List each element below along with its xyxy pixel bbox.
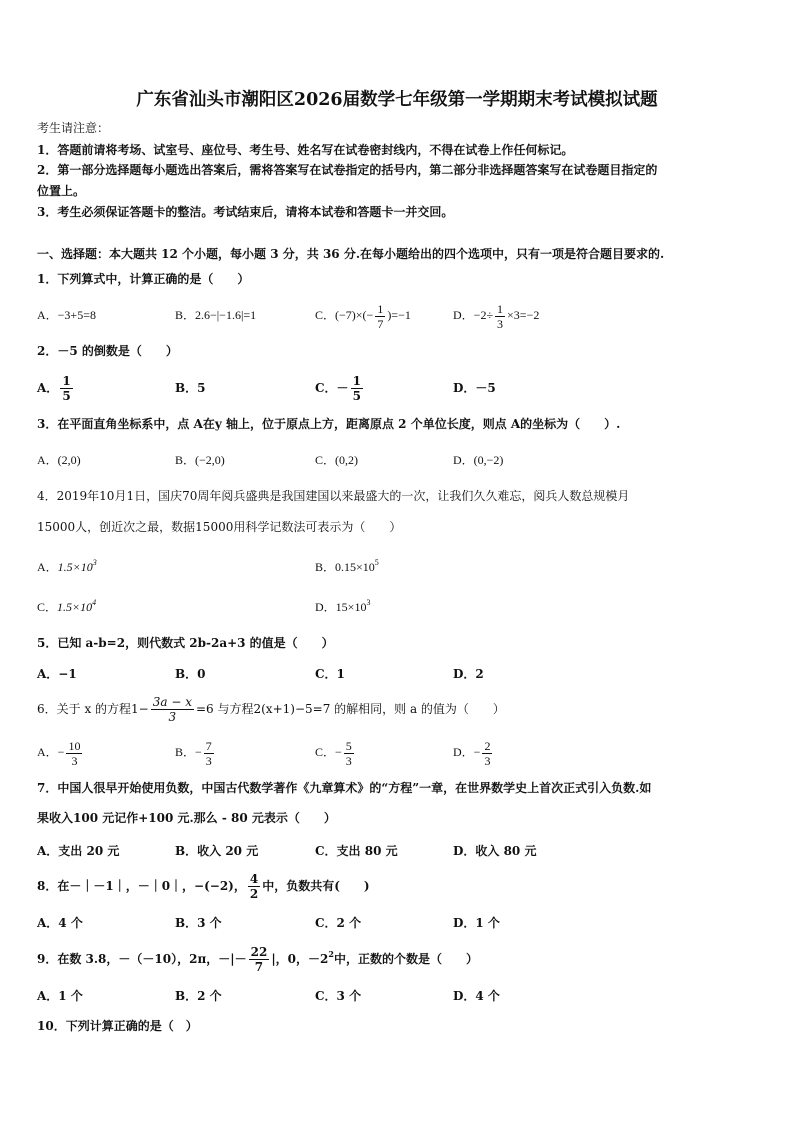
numerator: 1 <box>497 301 504 316</box>
question-2-option-c <box>315 370 365 406</box>
numerator: 1 <box>352 374 361 388</box>
option-expression: 2.6−|−1.6|=1 <box>195 308 257 322</box>
option-label: B． <box>315 560 336 574</box>
notice-item-1: 1．答题前请将考场、试室号、座位号、考生号、姓名写在试卷密封线内，不得在试卷上作任何标记。 <box>37 143 574 157</box>
question-9-option-c: C．3 个 <box>315 989 362 1003</box>
question-4-option-c <box>37 599 96 615</box>
question-7-option-d: D．收入 80 元 <box>453 844 537 858</box>
notice-item-3: 3．考生必须保证答题卡的整洁。考试结束后，请将本试卷和答题卡一并交回。 <box>37 205 454 219</box>
question-9-option-d: D．4 个 <box>453 989 500 1003</box>
option-label: B． <box>175 308 196 322</box>
question-6-option-b <box>175 734 216 770</box>
question-5-option-c: C．1 <box>315 667 345 681</box>
option-label: A． <box>37 560 58 574</box>
fraction <box>495 302 505 331</box>
expression-base: 1.5×10 <box>57 600 93 614</box>
question-8-option-a: A．4 个 <box>37 916 83 930</box>
stem-text: 6．关于 x 的方程1− <box>37 702 149 716</box>
exponent: 4 <box>92 598 97 607</box>
option-label: D． <box>453 308 474 322</box>
denominator: 3 <box>497 316 504 331</box>
question-6-option-c <box>315 734 356 770</box>
question-4-option-a <box>37 559 97 575</box>
question-8-stem <box>37 868 370 904</box>
question-4-stem-line-1: 4．2019年10月1日，国庆70周年阅兵盛典是我国建国以来最盛大的一次，让我们久久难忘，阅兵人数总规模月 <box>37 489 630 503</box>
notice-item-2-cont: 位置上。 <box>37 184 86 198</box>
stem-text: |，0，－2 <box>271 952 329 966</box>
stem-text: 中，正数的个数是（ ） <box>333 952 478 966</box>
fraction <box>66 739 82 768</box>
denominator: 3 <box>205 753 212 768</box>
denominator: 3 <box>484 753 491 768</box>
question-2-option-a <box>37 370 75 406</box>
notice-item-2: 2．第一部分选择题每小题选出答案后，需将答案写在试卷指定的括号内，第二部分非选择题答案写在试卷题目指定的 <box>37 163 658 177</box>
question-7-option-c: C．支出 80 元 <box>315 844 398 858</box>
denominator: 7 <box>377 316 384 331</box>
option-label: A． <box>37 381 59 395</box>
stem-text: 中，负数共有( ) <box>262 879 370 893</box>
numerator: 3a − x <box>152 695 192 709</box>
fraction <box>60 374 72 403</box>
question-7-stem-line-2: 果收入100 元记作+100 元.那么 - 80 元表示（ ） <box>37 811 336 825</box>
numerator: 10 <box>68 738 81 753</box>
question-8-option-d: D．1 个 <box>453 916 500 930</box>
denominator: 2 <box>249 887 259 901</box>
question-3-stem: 3．在平面直角坐标系中，点 A在y 轴上，位于原点上方，距离原点 2 个单位长度，则点 A的坐标为（ ）. <box>37 417 621 431</box>
fraction <box>249 945 270 974</box>
question-9-option-b: B．2 个 <box>175 989 222 1003</box>
question-9-stem <box>37 941 478 977</box>
exponent: 3 <box>366 598 371 607</box>
section-heading: 一、选择题：本大题共 12 个小题，每小题 3 分，共 36 分.在每小题给出的四个选项中，只有一项是符合题目要求的. <box>37 247 665 261</box>
denominator: 3 <box>168 710 177 724</box>
question-7-stem-line-1: 7．中国人很早开始使用负数，中国古代数学著作《九章算术》的“方程”一章，在世界数学史上首次正式引入负数.如 <box>37 781 652 795</box>
question-5-option-a: A．−1 <box>37 667 77 681</box>
numerator: 5 <box>345 738 352 753</box>
expression-base: 15×10 <box>335 600 367 614</box>
denominator: 3 <box>345 753 352 768</box>
question-2-stem: 2．－5 的倒数是（ ） <box>37 344 178 358</box>
fraction <box>151 695 194 724</box>
question-3-option-a: A．(2,0) <box>37 453 81 467</box>
question-7-option-b: B．收入 20 元 <box>175 844 259 858</box>
page-title: 广东省汕头市潮阳区2026届数学七年级第一学期期末考试模拟试题 <box>136 90 658 110</box>
question-3-option-d: D．(0,−2) <box>453 453 504 467</box>
question-5-option-b: B．0 <box>175 667 206 681</box>
option-label: B．− <box>175 745 202 759</box>
numerator: 1 <box>377 301 384 316</box>
question-6-option-d <box>453 734 494 770</box>
question-1-option-d <box>453 297 539 333</box>
question-4-stem-line-2: 15000人，创近次之最，数据15000用科学记数法可表示为（ ） <box>37 520 402 534</box>
question-5-stem: 5．已知 a-b=2，则代数式 2b-2a+3 的值是（ ） <box>37 636 334 650</box>
option-label: A．− <box>37 745 65 759</box>
stem-text: 9．在数 3.8，－（－10），2π，－|－ <box>37 952 247 966</box>
question-4-option-b <box>315 559 379 575</box>
option-label: C． <box>37 600 58 614</box>
exponent: 2 <box>328 949 334 959</box>
denominator: 3 <box>71 753 78 768</box>
expression-base: 0.15×10 <box>335 560 375 574</box>
question-1-option-a: A．−3+5=8 <box>37 308 96 322</box>
option-label: C．− <box>315 745 342 759</box>
notice-heading: 考生请注意： <box>37 121 110 135</box>
question-2-option-b: B．5 <box>175 381 206 395</box>
question-8-option-b: B．3 个 <box>175 916 222 930</box>
expression-base: 1.5×10 <box>57 560 93 574</box>
stem-text: 8．在－｜－1｜，－｜0｜，−(−2)， <box>37 879 246 893</box>
question-4-option-d <box>315 599 370 615</box>
question-3-option-b: B．(−2,0) <box>175 453 225 467</box>
question-10-stem: 10．下列计算正确的是（ ） <box>37 1019 198 1033</box>
exponent: 3 <box>92 558 97 567</box>
numerator: 1 <box>62 374 71 388</box>
fraction <box>375 302 385 331</box>
option-label: C． <box>315 308 336 322</box>
denominator: 7 <box>254 960 264 974</box>
numerator: 22 <box>250 945 268 959</box>
fraction <box>344 739 354 768</box>
question-9-option-a: A．1 个 <box>37 989 83 1003</box>
question-8-option-c: C．2 个 <box>315 916 362 930</box>
option-label: D． <box>315 600 336 614</box>
question-5-option-d: D．2 <box>453 667 484 681</box>
denominator: 5 <box>62 389 71 403</box>
expression-part: )=−1 <box>387 308 411 322</box>
exponent: 5 <box>374 558 379 567</box>
question-1-option-b <box>175 307 256 323</box>
fraction <box>482 739 492 768</box>
numerator: 2 <box>484 738 491 753</box>
question-6-stem <box>37 691 505 727</box>
question-2-option-d: D．－5 <box>453 381 496 395</box>
fraction <box>248 872 260 901</box>
fraction <box>204 739 214 768</box>
numerator: 7 <box>205 738 212 753</box>
fraction <box>351 374 363 403</box>
numerator: 4 <box>249 872 259 886</box>
option-label: D．− <box>453 745 481 759</box>
stem-text: =6 与方程2(x+1)−5=7 的解相同，则 a 的值为（ ） <box>195 702 505 716</box>
option-label: C．－ <box>315 381 349 395</box>
question-6-option-a <box>37 734 84 770</box>
expression-part: (−7)×(− <box>335 308 374 322</box>
denominator: 5 <box>352 389 361 403</box>
question-3-option-c: C．(0,2) <box>315 453 358 467</box>
expression-part: −2÷ <box>473 308 494 322</box>
expression-part: ×3=−2 <box>507 308 540 322</box>
question-7-option-a: A．支出 20 元 <box>37 844 120 858</box>
question-1-stem: 1．下列算式中，计算正确的是（ ） <box>37 272 250 286</box>
question-1-option-c <box>315 297 411 333</box>
